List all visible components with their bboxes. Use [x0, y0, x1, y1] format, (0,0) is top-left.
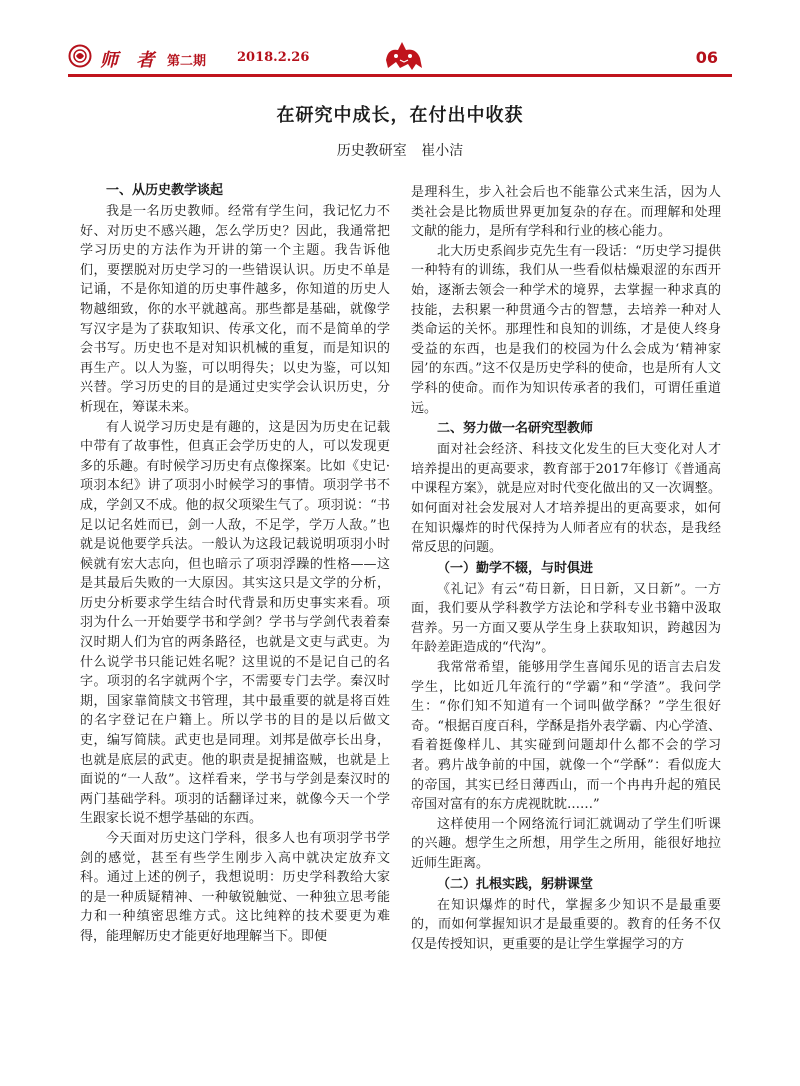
issue-label: 第二期 — [167, 54, 207, 69]
subsection-heading: （二）扎根实践，躬耕课堂 — [437, 876, 594, 892]
paragraph: 面对社会经济、科技文化发生的巨大变化对人才培养提出的更高要求，教育部于2017年修订《普通高中课程方案》，就是应对时代变化做出的又一次调整。如何面对社会发展对人才培养提出的更高要求，如何在知识爆炸的时代保持为人师者应有的状态，是我经常反思的问题。 — [411, 442, 721, 556]
byline — [0, 140, 800, 160]
section-heading: 二、努力做一名研究型教师 — [437, 421, 594, 437]
article-title: 在研究中成长，在付出中收获 — [276, 105, 524, 126]
issue-date: 2018.2.26 — [237, 50, 310, 65]
page-number: 06 — [695, 48, 718, 67]
paragraph: 有人说学习历史是有趣的，这是因为历史在记载中带有了故事性，但真正会学历史的人，可以发现更多的乐趣。有时候学习历史有点像探案。比如《史记·项羽本纪》讲了项羽小时候学习的事情。项羽学书不成，学剑又不成。他的叔父项梁生气了。项羽说：“书足以记名姓而已，剑一人敌，不足学，学万人敌。”也就是说他要学兵法。一般认为这段记载说明项羽小时候就有宏大志向，但也暗示了项羽浮躁的性格——这是其最后失败的一大原因。其实这只是文学的分析，历史分析要求学生结合时代背景和历史事实来看。项羽为什么一开始要学书和学剑？学书与学剑代表着秦汉时期人们为官的两条路径，也就是文吏与武吏。为什么说学书只能记姓名呢？这里说的不是记自己的名字。项羽的名字就两个字，不需要专门去学。秦汉时期，国家靠简牍文书管理，其中最重要的就是将百姓的名字登记在户籍上。所以学书的目的是以后做文吏，编写简牍。武吏也是同理。刘邦是做亭长出身，也就是底层的武吏。他的职责是捉捕盗贼，也就是上面说的“一人敌”。这样看来，学书与学剑是秦汉时的两门基础学科。项羽的话翻译过来，就像今天一个学生跟家长说不想学基础的东西。 — [80, 419, 390, 827]
left-column — [80, 180, 390, 947]
masthead: 师 者 — [100, 50, 161, 71]
paragraph: 我是一名历史教师。经常有学生问，我记忆力不好、对历史不感兴趣，怎么学历史？因此，我通常把学习历史的方法作为开讲的第一个主题。我告诉他们，要摆脱对历史学习的一些错误认识。历史不单是记诵，不是你知道的历史事件越多，你知道的历史人物越细致，你的水平就越高。那些都是基础，就像学写汉字是为了获取知识、传承文化，而不是简单的学会书写。历史也不是对知识机械的重复，而是知识的再生产。以人为鉴，可以明得失；以史为鉴，可以知兴替。学习历史的目的是通过史实学会认识历史，分析现在，筹谋未来。 — [80, 204, 390, 415]
header-divider — [68, 74, 732, 77]
paragraph: 在知识爆炸的时代，掌握多少知识不是最重要的，而如何掌握知识才是最重要的。教育的任务不仅仅是传授知识，更重要的是让学生掌握学习的方 — [411, 897, 721, 952]
paragraph: 北大历史系阎步克先生有一段话：“历史学习提供一种特有的训练，我们从一些看似枯燥艰涩的东西开始，逐渐去领会一种学术的境界，去掌握一种求真的技能，去积累一种贯通今古的智慧，去培养一种对人类命运的关怀。那理性和良知的训练，才是使人终身受益的东西，也是我们的校园为什么会成为‘精神家园’的东西。”这不仅是历史学科的使命，也是所有人文学科的使命。而作为知识传承者的我们，可谓任重道远。 — [411, 243, 721, 416]
paragraph: 我常常希望，能够用学生喜闻乐见的语言去启发学生，比如近几年流行的“学霸”和“学渣”。我问学生：“你们知不知道有一个词叫做学酥？”学生很好奇。“根据百度百科，学酥是指外表学霸、内心学渣、看着挺像样儿、其实碰到问题却什么都不会的学习者。鸦片战争前的中国，就像一个“学酥”：看似庞大的帝国，其实已经日薄西山，而一个冉冉升起的殖民帝国对富有的东方虎视眈眈……” — [411, 660, 721, 813]
school-emblem-icon — [68, 44, 92, 68]
subsection-heading: （一）勤学不辍，与时俱进 — [437, 560, 594, 576]
right-column — [411, 183, 721, 954]
dog-papercut-icon — [382, 38, 426, 74]
paragraph: 今天面对历史这门学科，很多人也有项羽学书学剑的感觉，甚至有些学生刚步入高中就决定放弃文科。通过上述的例子，我想说明：历史学科教给大家的是一种质疑精神、一种敏锐触觉、一种独立思考能力和一种缜密思维方式。这比纯粹的技术要更为难得，能理解历史才能更好地理解当下。即便 — [80, 831, 390, 944]
author-name: 崔小洁 — [421, 143, 464, 159]
section-heading: 一、从历史教学谈起 — [106, 183, 224, 198]
paragraph: 是理科生，步入社会后也不能靠公式来生活，因为人类社会是比物质世界更加复杂的存在。而理解和处理文献的能力，是所有学科和行业的核心能力。 — [411, 185, 721, 240]
paragraph: 这样使用一个网络流行词汇就调动了学生们听课的兴趣。想学生之所想，用学生之所用，能很好地拉近师生距离。 — [411, 816, 721, 871]
page-header — [0, 0, 800, 72]
paragraph: 《礼记》有云“苟日新，日日新，又日新”。一方面，我们要从学科教学方法论和学科专业书籍中汲取营养。另一方面又要从学生身上获取知识，跨越因为年龄差距造成的“代沟”。 — [411, 581, 721, 656]
department: 历史教研室 — [336, 143, 407, 159]
